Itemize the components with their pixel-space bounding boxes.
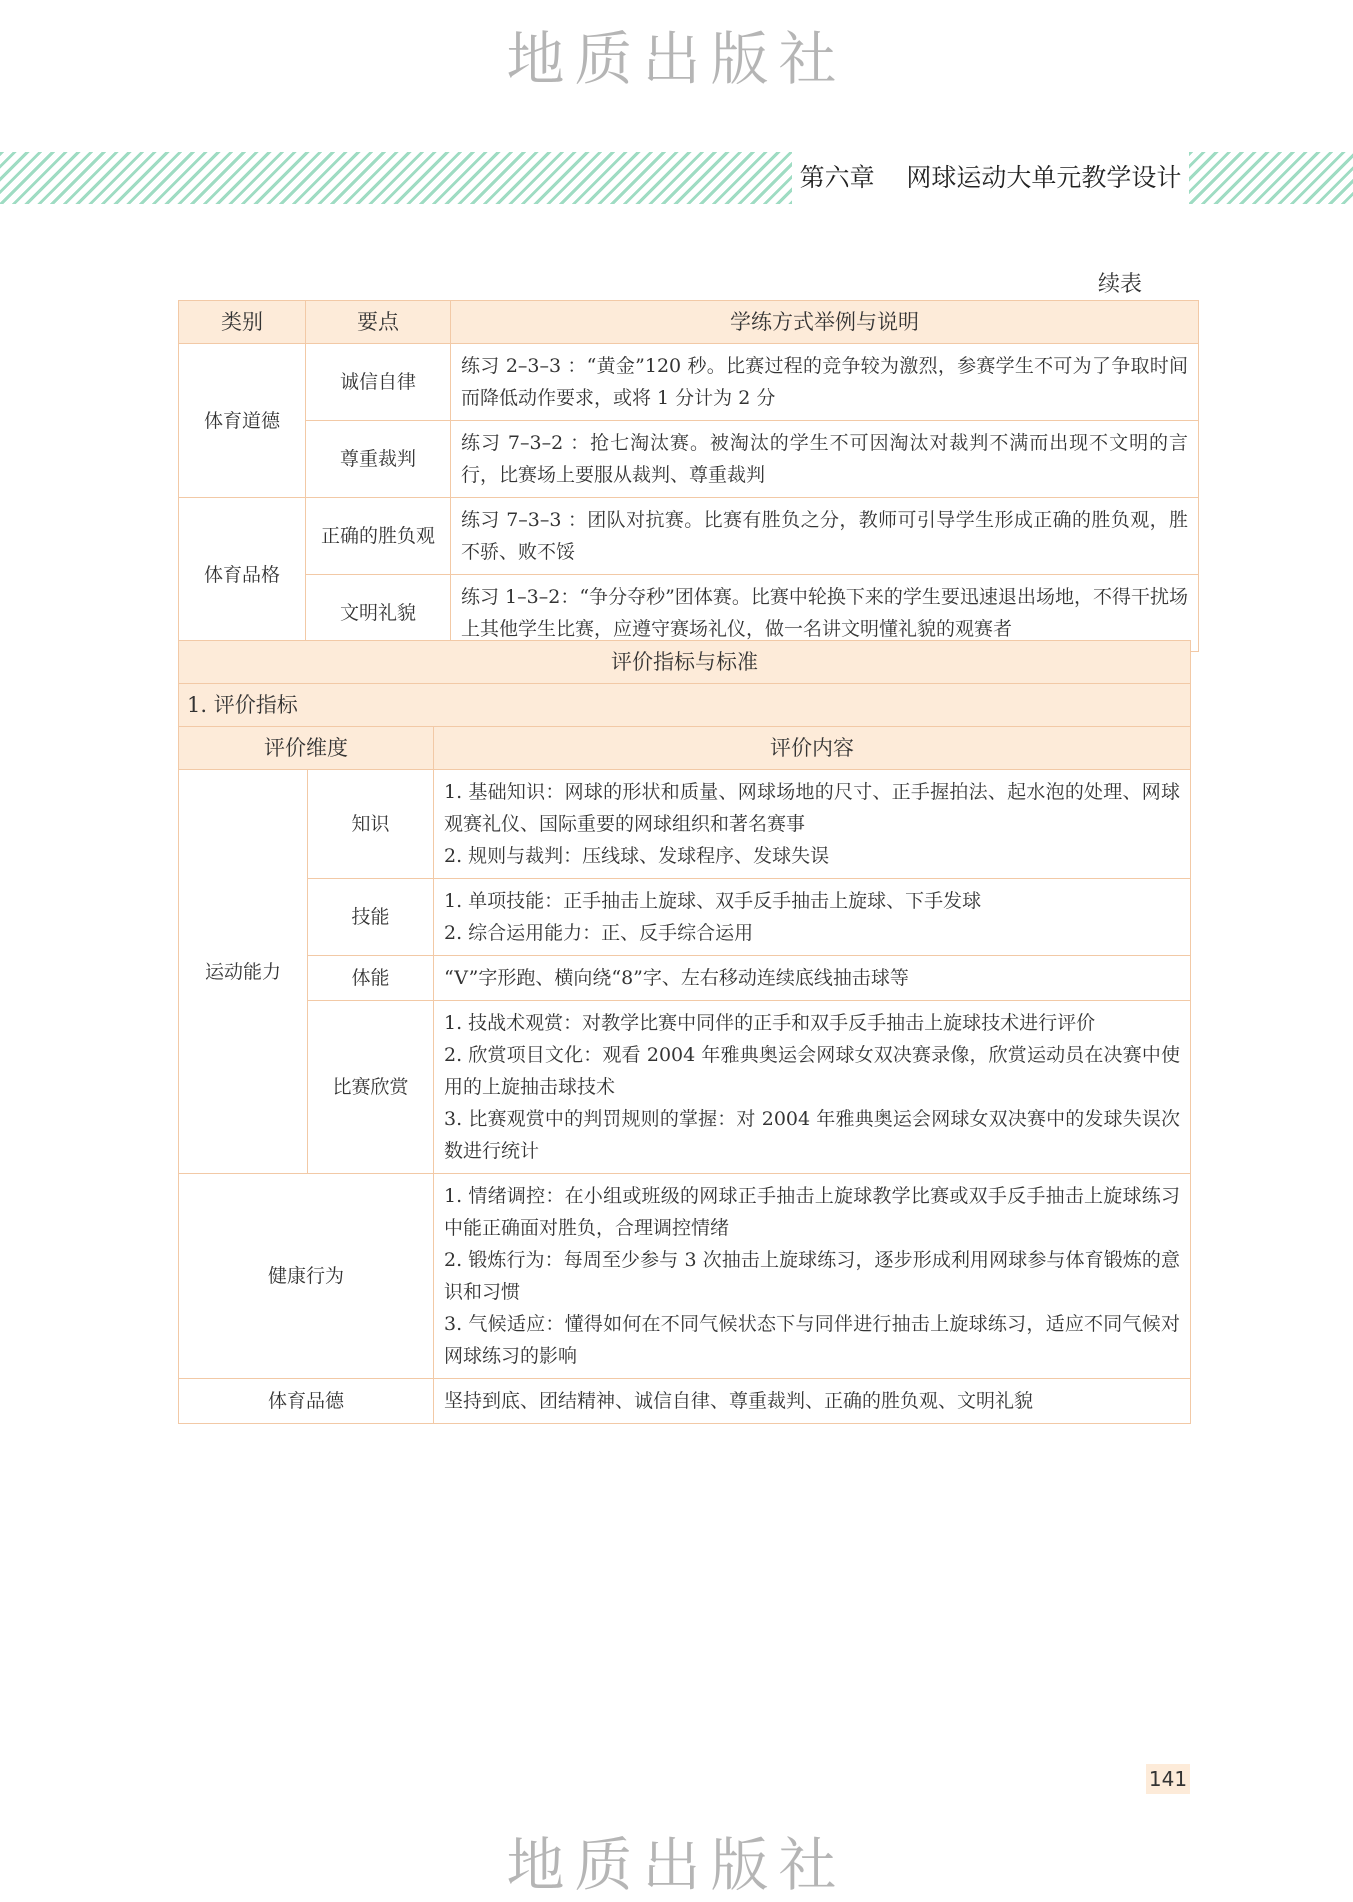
category-cell: 体育品格	[179, 498, 306, 652]
content-cell	[434, 770, 1191, 879]
table-row	[179, 1001, 1191, 1174]
continued-label: 续表	[1098, 272, 1143, 297]
table-row	[179, 879, 1191, 956]
header-content: 评价内容	[434, 727, 1191, 770]
subdimension-fitness: 体能	[308, 956, 434, 1001]
point-cell: 诚信自律	[306, 344, 451, 421]
evaluation-title: 评价指标与标准	[179, 641, 1191, 684]
header-hatch-left	[0, 152, 792, 204]
description-cell: 练习 7–3–3 ：团队对抗赛。比赛有胜负之分，教师可引导学生形成正确的胜负观，胜不骄、败不馁	[451, 498, 1199, 575]
category-cell: 体育道德	[179, 344, 306, 498]
point-cell: 文明礼貌	[306, 575, 451, 652]
table-row	[179, 344, 1199, 421]
subdimension-knowledge: 知识	[308, 770, 434, 879]
content-cell	[434, 1001, 1191, 1174]
content-cell	[434, 879, 1191, 956]
content-line: 1. 情绪调控：在小组或班级的网球正手抽击上旋球教学比赛或双手反手抽击上旋球练习中能正确面对胜负，合理调控情绪	[444, 1185, 1181, 1239]
subdimension-appreciation: 比赛欣赏	[308, 1001, 434, 1174]
dimension-health-behavior: 健康行为	[179, 1174, 434, 1379]
content-line: 2. 规则与裁判：压线球、发球程序、发球失误	[444, 845, 830, 867]
content-line: 2. 欣赏项目文化：观看 2004 年雅典奥运会网球女双决赛录像，欣赏运动员在决赛中使用的上旋抽击球技术	[444, 1044, 1181, 1098]
description-cell: 练习 7–3–2 ：抢七淘汰赛。被淘汰的学生不可因淘汰对裁判不满而出现不文明的言行，比赛场上要服从裁判、尊重裁判	[451, 421, 1199, 498]
content-cell	[434, 1174, 1191, 1379]
dimension-motor-ability: 运动能力	[179, 770, 308, 1174]
dimension-sports-ethics: 体育品德	[179, 1379, 434, 1424]
content-cell	[434, 1379, 1191, 1424]
content-line: 2. 综合运用能力：正、反手综合运用	[444, 922, 754, 944]
watermark-top: 地质出版社	[506, 25, 847, 93]
table-row	[179, 1174, 1191, 1379]
section-row	[179, 684, 1191, 727]
header-category: 类别	[179, 301, 306, 344]
point-cell: 正确的胜负观	[306, 498, 451, 575]
table-row	[179, 498, 1199, 575]
content-line: 1. 基础知识：网球的形状和质量、网球场地的尺寸、正手握拍法、起水泡的处理、网球观赛礼仪、国际重要的网球组织和著名赛事	[444, 781, 1181, 835]
content-line: 3. 比赛观赏中的判罚规则的掌握：对 2004 年雅典奥运会网球女双决赛中的发球失误次数进行统计	[444, 1108, 1181, 1162]
content-line: 1. 单项技能：正手抽击上旋球、双手反手抽击上旋球、下手发球	[444, 890, 982, 912]
description-cell: 练习 1–3–2：“争分夺秒”团体赛。比赛中轮换下来的学生要迅速退出场地，不得干扰场上其他学生比赛，应遵守赛场礼仪，做一名讲文明懂礼貌的观赛者	[451, 575, 1199, 652]
chapter-running-head: 第六章 网球运动大单元教学设计	[792, 152, 1189, 204]
content-cell	[434, 956, 1191, 1001]
section-title: 1. 评价指标	[179, 684, 1191, 727]
page-number: 141	[1146, 1764, 1190, 1794]
subdimension-skill: 技能	[308, 879, 434, 956]
evaluation-table	[178, 640, 1191, 1424]
point-cell: 尊重裁判	[306, 421, 451, 498]
header-hatch-right	[1189, 152, 1353, 204]
content-line: 2. 锻炼行为：每周至少参与 3 次抽击上旋球练习，逐步形成利用网球参与体育锻炼的意识和习惯	[444, 1249, 1181, 1303]
content-line: “V”字形跑、横向绕“8”字、左右移动连续底线抽击球等	[444, 967, 909, 989]
table-row	[179, 770, 1191, 879]
practice-methods-table	[178, 300, 1199, 652]
description-cell: 练习 2–3–3 ：“黄金”120 秒。比赛过程的竞争较为激烈，参赛学生不可为了争取时间而降低动作要求，或将 1 分计为 2 分	[451, 344, 1199, 421]
watermark-bottom: 地质出版社	[506, 1831, 847, 1899]
header-point: 要点	[306, 301, 451, 344]
table-row	[179, 956, 1191, 1001]
content-line: 3. 气候适应：懂得如何在不同气候状态下与同伴进行抽击上旋球练习，适应不同气候对网球练习的影响	[444, 1313, 1181, 1367]
table-header-row	[179, 301, 1199, 344]
header-description: 学练方式举例与说明	[451, 301, 1199, 344]
table-row	[179, 421, 1199, 498]
evaluation-title-row	[179, 641, 1191, 684]
table-row	[179, 1379, 1191, 1424]
content-line: 坚持到底、团结精神、诚信自律、尊重裁判、正确的胜负观、文明礼貌	[444, 1390, 1034, 1412]
evaluation-header-row	[179, 727, 1191, 770]
content-line: 1. 技战术观赏：对教学比赛中同伴的正手和双手反手抽击上旋球技术进行评价	[444, 1012, 1096, 1034]
header-dimension: 评价维度	[179, 727, 434, 770]
